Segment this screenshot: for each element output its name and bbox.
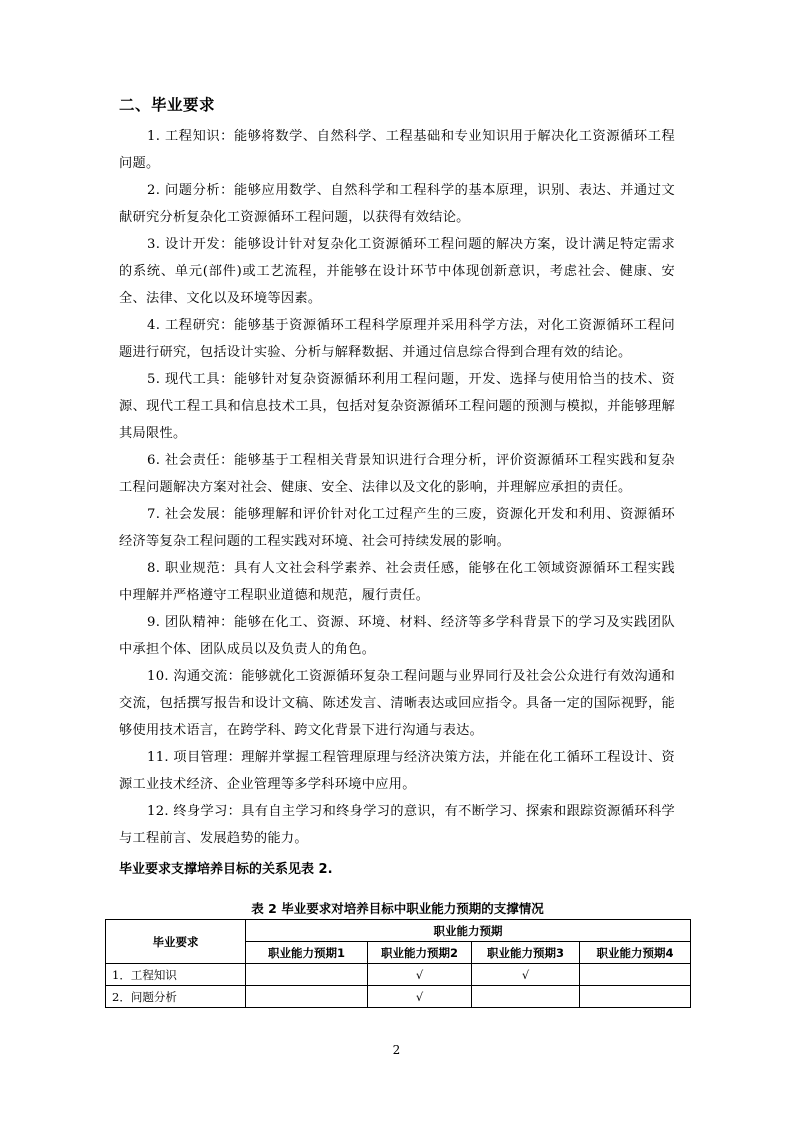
check-cell bbox=[246, 964, 368, 986]
table-header-row bbox=[106, 920, 691, 942]
column-header-cell: 职业能力预期1 bbox=[246, 942, 368, 964]
requirement-item: 2. 问题分析：能够应用数学、自然科学和工程科学的基本原理，识别、表达、并通过文献研究分析复杂化工资源循环工程问题，以获得有效结论。 bbox=[119, 183, 675, 225]
requirement-item: 3. 设计开发：能够设计针对复杂化工资源循环工程问题的解决方案，设计满足特定需求的系统、单元(部件)或工艺流程，并能够在设计环节中体现创新意识，考虑社会、健康、安全、法律、文化以及环境等因素。 bbox=[119, 237, 675, 306]
requirement-item: 1. 工程知识：能够将数学、自然科学、工程基础和专业知识用于解决化工资源循环工程问题。 bbox=[119, 129, 675, 171]
check-cell bbox=[580, 964, 691, 986]
requirement-item: 12. 终身学习：具有自主学习和终身学习的意识，有不断学习、探索和跟踪资源循环科学与工程前言、发展趋势的能力。 bbox=[119, 804, 675, 846]
requirement-name-cell: 1．工程知识 bbox=[106, 964, 246, 986]
requirements-list bbox=[119, 123, 675, 852]
requirement-item: 8. 职业规范：具有人文社会科学素养、社会责任感，能够在化工领域资源循环工程实践中理解并严格遵守工程职业道德和规范，履行责任。 bbox=[119, 561, 675, 603]
column-header-cell: 职业能力预期2 bbox=[368, 942, 472, 964]
requirement-item: 4. 工程研究：能够基于资源循环工程科学原理并采用科学方法，对化工资源循环工程问题进行研究，包括设计实验、分析与解释数据、并通过信息综合得到合理有效的结论。 bbox=[119, 318, 675, 360]
requirement-item: 7. 社会发展：能够理解和评价针对化工过程产生的三废，资源化开发和利用、资源循环经济等复杂工程问题的工程实践对环境、社会可持续发展的影响。 bbox=[119, 507, 675, 549]
column-header-cell: 职业能力预期4 bbox=[580, 942, 691, 964]
requirement-item: 9. 团队精神：能够在化工、资源、环境、材料、经济等多学科背景下的学习及实践团队中承担个体、团队成员以及负责人的角色。 bbox=[119, 615, 675, 657]
requirement-item: 5. 现代工具：能够针对复杂资源循环利用工程问题，开发、选择与使用恰当的技术、资源、现代工程工具和信息技术工具，包括对复杂资源循环工程问题的预测与模拟，并能够理解其局限性。 bbox=[119, 372, 675, 441]
table-row bbox=[106, 964, 691, 986]
group-header-cell: 职业能力预期 bbox=[246, 920, 691, 942]
check-cell bbox=[246, 986, 368, 1008]
requirement-item: 11. 项目管理：理解并掌握工程管理原理与经济决策方法，并能在化工循环工程设计、资源工业技术经济、企业管理等多学科环境中应用。 bbox=[119, 750, 675, 792]
requirement-item: 10. 沟通交流：能够就化工资源循环复杂工程问题与业界同行及社会公众进行有效沟通和交流，包括撰写报告和设计文稿、陈述发言、清晰表达或回应指令。具备一定的国际视野，能够使用技术语言，在跨学科、跨文化背景下进行沟通与表达。 bbox=[119, 669, 675, 738]
check-cell: √ bbox=[368, 964, 472, 986]
check-cell: √ bbox=[368, 986, 472, 1008]
page-number: 2 bbox=[392, 1043, 401, 1057]
table-caption: 表 2 毕业要求对培养目标中职业能力预期的支撑情况 bbox=[251, 901, 544, 916]
table-reference-sentence: 毕业要求支撑培养目标的关系见表 2. bbox=[119, 862, 333, 877]
row-header-cell: 毕业要求 bbox=[106, 920, 246, 964]
table-row bbox=[106, 986, 691, 1008]
section-heading: 二、毕业要求 bbox=[119, 96, 216, 114]
requirement-name-cell: 2．问题分析 bbox=[106, 986, 246, 1008]
column-header-cell: 职业能力预期3 bbox=[472, 942, 580, 964]
check-cell: √ bbox=[472, 964, 580, 986]
support-table bbox=[105, 919, 691, 1008]
requirement-item: 6. 社会责任：能够基于工程相关背景知识进行合理分析，评价资源循环工程实践和复杂工程问题解决方案对社会、健康、安全、法律以及文化的影响，并理解应承担的责任。 bbox=[119, 453, 675, 495]
check-cell bbox=[580, 986, 691, 1008]
check-cell bbox=[472, 986, 580, 1008]
